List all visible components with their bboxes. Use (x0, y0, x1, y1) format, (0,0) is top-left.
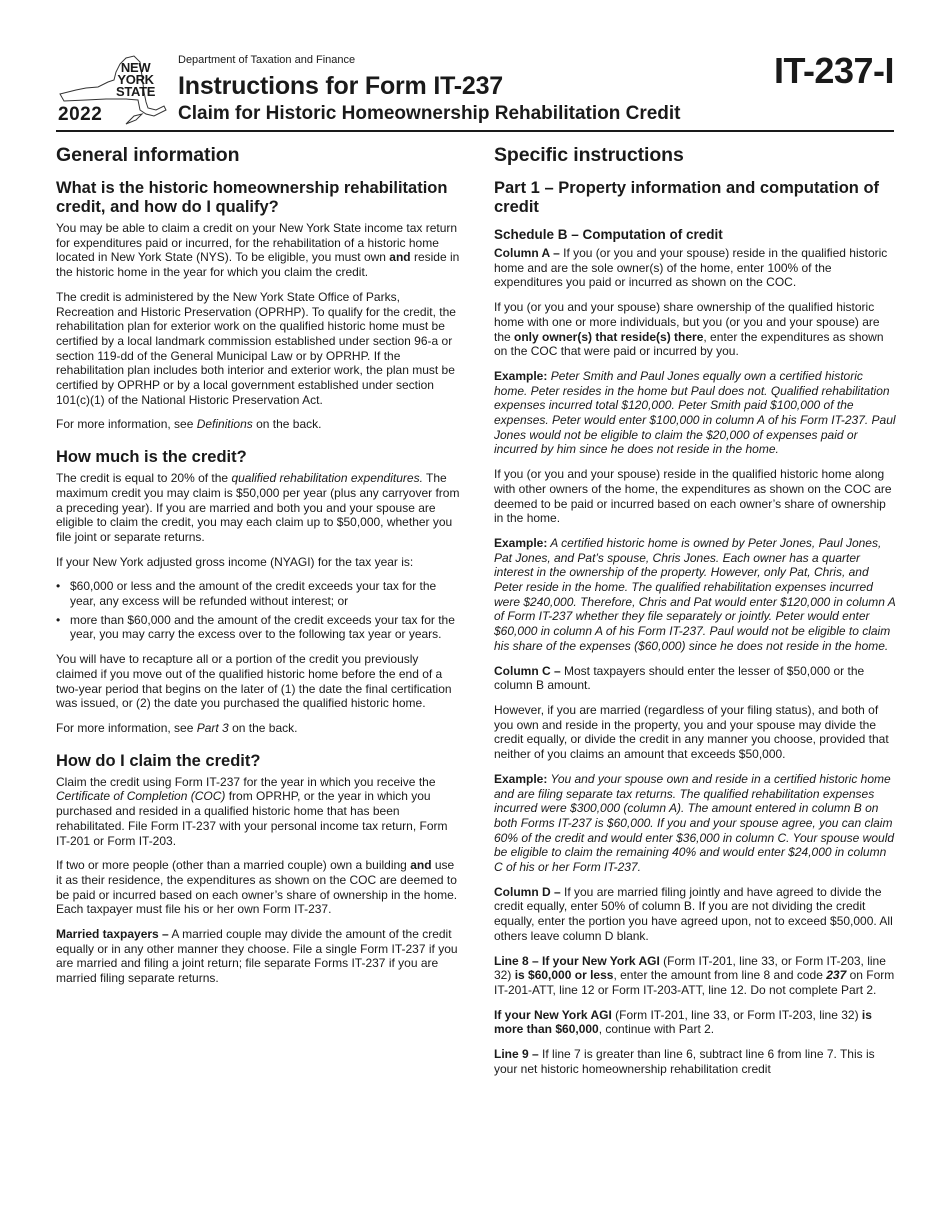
part-1-heading: Part 1 – Property information and computation of credit (494, 179, 880, 216)
logo-word-state: STATE (116, 84, 156, 99)
department-name: Department of Taxation and Finance (178, 54, 356, 66)
list-item: • $60,000 or less and the amount of the credit exceeds your tax for the year, any excess will be refunded without interest; or (56, 579, 460, 608)
paragraph: You may be able to claim a credit on your New York State income tax return for expenditures paid or incurred, for the rehabilitation of a historic home located in New York State (NYS). To be eligible, you must own and reside in the historic home in the year for which you claim the credit. (56, 221, 460, 280)
paragraph: The credit is administered by the New York State Office of Parks, Recreation and Historic Preservation (OPRHP). To qualify for the credit, the rehabilitation plan for exterior work on the qualified historic home must be certified by a local landmark commission established under section 96-a or section 119-dd of the General Municipal Law or by OPRHP. If the rehabilitation plan includes both interior and exterior work, the plan must be certified by OPRHP or by a local government established under section 101(c)(1) of the National Historic Preservation Act. (56, 289, 456, 407)
form-number: IT-237-I (773, 50, 894, 91)
tax-year: 2022 (58, 104, 103, 125)
question-heading-amount: How much is the credit? (56, 448, 247, 467)
header-divider (56, 130, 894, 132)
question-heading-qualify: What is the historic homeownership rehabilitation credit, and how do I qualify? (56, 179, 448, 216)
page-subtitle: Claim for Historic Homeownership Rehabilitation Credit (178, 103, 681, 124)
line-9-instructions: Line 9 – If line 7 is greater than line 6, subtract line 6 from line 7. This is your net historic homeownership rehabilitation credit (494, 1047, 875, 1076)
list-item: • more than $60,000 and the amount of the credit exceeds your tax for the year, you may carry the excess over to the following tax year or years. (56, 613, 460, 642)
paragraph: If you (or you and your spouse) share ownership of the qualified historic home with one or more individuals, but you (or you and your spouse) are the only owner(s) that reside(s) there, enter the expenditures as shown on the COC that were paid or incurred by you. (494, 300, 884, 359)
specific-instructions-column (494, 142, 896, 1086)
page-title: Instructions for Form IT-237 (178, 72, 504, 100)
example-3: Example: You and your spouse own and reside in a certified historic home and are filing separate tax returns. The qualified rehabilitation expenses incurred were $300,000 (column A). The amount entered in column B on both Forms IT-237 is $60,000. If you and your spouse agree, you can claim 60% of the credit and would enter $36,000 in column C. Your spouse would be eligible to claim the remaining 40% and would enter $24,000 in column C of his or her Form IT-237. (494, 771, 895, 875)
nys-logo (56, 52, 168, 126)
agi-over-threshold-instructions: If your New York AGI (Form IT-201, line 33, or Form IT-203, line 32) is more than $60,000, continue with Part 2. (494, 1007, 872, 1037)
line-8-instructions: Line 8 – If your New York AGI (Form IT-201, line 33, or Form IT-203, line 32) is $60,000 or less, enter the amount from line 8 and code 237 on Form IT-201-ATT, line 12 or Form IT-203-ATT, line 12. Do not complete Part 2. (494, 953, 895, 997)
logo-word-new: NEW (120, 60, 151, 75)
paragraph: For more information, see Part 3 on the back. (56, 720, 298, 735)
logo-word-york: YORK (117, 72, 154, 87)
paragraph: However, if you are married (regardless of your filing status), and both of you own and reside in the property, you and your spouse may divide the credit equally, or divide the credit in any manner you choose, provided that neither of you claims an amount that exceeds $50,000. (494, 702, 889, 762)
page-header (56, 50, 894, 132)
column-d-instructions: Column D – If you are married filing jointly and have agreed to divide the credit equally, enter 50% of column B. If you are not dividing the credit equally, enter the portion you have agreed upon, not to exceed $50,000. All others leave column D blank. (494, 884, 893, 943)
paragraph: Claim the credit using Form IT-237 for the year in which you receive the Certificate of Completion (COC) from OPRHP, or the year in which you purchased and resided in a qualified historic home that has been rehabilitated. File Form IT-237 with your personal income tax return, Form IT-201 or Form IT-203. (56, 774, 448, 848)
question-heading-claim: How do I claim the credit? (56, 751, 261, 770)
paragraph: The credit is equal to 20% of the qualified rehabilitation expenditures. The maximum credit you may claim is $50,000 per year (plus any carryover from a preceding year). If you are married and both you and your spouse are eligible to claim the credit, you may each claim up to $50,000, whether you file joint or separate returns. (56, 471, 460, 544)
paragraph: If two or more people (other than a married couple) own a building and use it as their residence, the expenditures as shown on the COC are deemed to be paid or incurred based on each owner’s share of ownership in the home. Each taxpayer must file his or her own Form IT-237. (56, 858, 458, 917)
schedule-b-heading: Schedule B – Computation of credit (494, 227, 723, 242)
paragraph: Married taxpayers – A married couple may divide the amount of the credit equally or in any other manner they choose. File a single Form IT-237 if you are married and filing a joint return; file separate Forms IT-237 if you are married filing separate returns. (56, 927, 458, 986)
section-heading-general: General information (56, 144, 240, 166)
section-heading-specific: Specific instructions (494, 144, 684, 166)
example-1: Example: Peter Smith and Paul Jones equally own a certified historic home. Peter resides in the home but Paul does not. Qualified rehabilitation expenses incurred total $120,000. Peter Smith paid $100,000 of the expenses. Peter would enter $100,000 in column A of his Form IT-237. Paul Jones would not be eligible to claim the $20,000 of expenses paid or incurred by him since he does not reside in the home. (494, 368, 896, 457)
example-2: Example: A certified historic home is owned by Peter Jones, Paul Jones, Pat Jones, and Pat’s spouse, Chris Jones. Each owner has a quarter interest in the ownership of the property. However, only Pat, Chris, and Peter reside in the home. The qualified rehabilitation expenses incurred were $240,000. Therefore, Chris and Pat would enter $120,000 in column A of Form IT-237 whether they file separately or jointly. Peter would enter $60,000 in column A of his Form IT-237. Paul would not be eligible to claim his share of the expenses ($60,000) since he does not reside in the home. (494, 535, 896, 653)
paragraph: If you (or you and your spouse) reside in the qualified historic home along with other owners of the home, the expenditures as shown on the COC are deemed to be paid or incurred based on each owner’s share of ownership in the home. (494, 467, 892, 526)
paragraph: For more information, see Definitions on the back. (56, 417, 322, 432)
paragraph: You will have to recapture all or a portion of the credit you previously claimed if you move out of the qualified historic home before the end of a two-year period that begins on the later of (1) the date the final certification was issued, or (2) the date you purchased the qualified historic home. (56, 652, 452, 711)
column-a-instructions: Column A – If you (or you and your spouse) reside in the qualified historic home and are the sole owner(s) of the home, enter 100% of the expenditures you paid or incurred as shown on the COC. (494, 246, 888, 290)
column-c-instructions: Column C – Most taxpayers should enter the lesser of $50,000 or the column B amount. (494, 663, 865, 693)
logo-wordmark (116, 62, 155, 98)
general-information-column (56, 142, 460, 996)
paragraph: If your New York adjusted gross income (NYAGI) for the tax year is: (56, 554, 414, 569)
bullet-list (56, 579, 460, 642)
